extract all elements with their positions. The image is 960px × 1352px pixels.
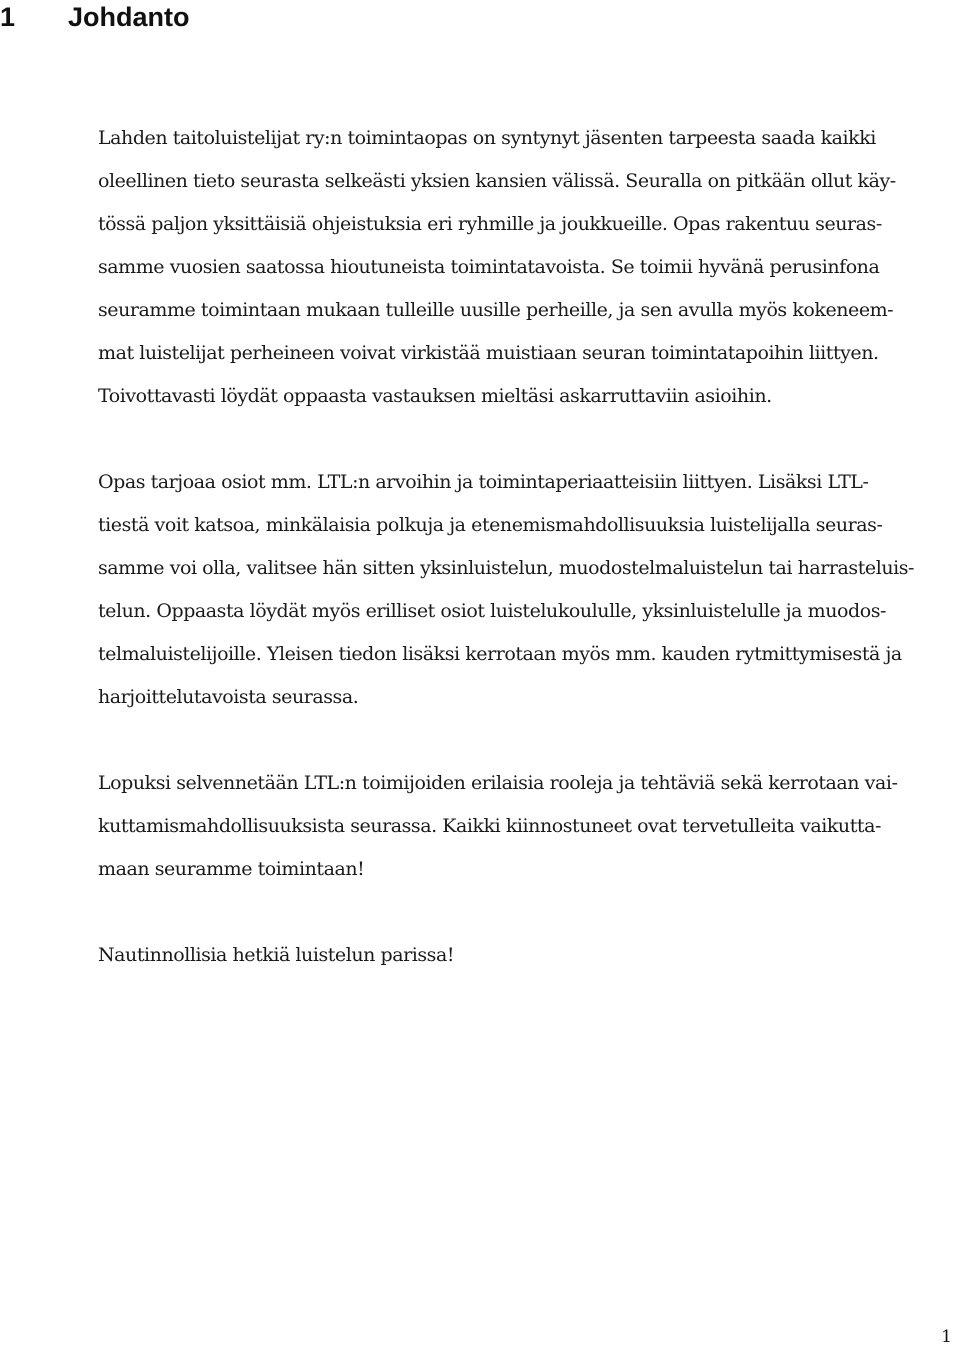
text-line: oleellinen tieto seurasta selkeästi yksien kansien välissä. Seuralla on pitkään ollut käy- (98, 170, 896, 192)
text-line: Nautinnollisia hetkiä luistelun parissa! (98, 944, 455, 966)
text-line: kuttamismahdollisuuksista seurassa. Kaikki kiinnostuneet ovat tervetulleita vaikutta- (98, 815, 881, 837)
paragraph-gap (98, 719, 924, 762)
text-line: telmaluistelijoille. Yleisen tiedon lisäksi kerrotaan myös mm. kauden rytmittymisestä ja (98, 643, 902, 665)
paragraph (98, 762, 924, 891)
text-line: Toivottavasti löydät oppaasta vastauksen mieltäsi askarruttaviin asioihin. (98, 385, 772, 407)
paragraph (98, 461, 924, 719)
section-heading (0, 0, 190, 34)
text-line: Lahden taitoluistelijat ry:n toimintaopas on syntynyt jäsenten tarpeesta saada kaikki (98, 127, 876, 149)
paragraph-gap (98, 418, 924, 461)
paragraph (98, 117, 924, 418)
text-line: Lopuksi selvennetään LTL:n toimijoiden erilaisia rooleja ja tehtäviä sekä kerrotaan vai- (98, 772, 898, 794)
section-number: 1 (0, 2, 16, 32)
section-title: Johdanto (68, 2, 190, 32)
text-line: telun. Oppaasta löydät myös erilliset osiot luistelukoululle, yksinluistelulle ja muodos- (98, 600, 886, 622)
text-line: mat luistelijat perheineen voivat virkistää muistiaan seuran toimintatapoihin liittyen. (98, 342, 879, 364)
text-line: samme voi olla, valitsee hän sitten yksinluistelun, muodostelmaluistelun tai harrasteluis- (98, 557, 915, 579)
text-line: seuramme toimintaan mukaan tulleille uusille perheille, ja sen avulla myös kokeneem- (98, 299, 894, 321)
text-line: tössä paljon yksittäisiä ohjeistuksia eri ryhmille ja joukkueille. Opas rakentuu seuras- (98, 213, 882, 235)
text-line: samme vuosien saatossa hioutuneista toimintatavoista. Se toimii hyvänä perusinfona (98, 256, 880, 278)
paragraph (98, 934, 924, 977)
page-number: 1 (941, 1327, 952, 1347)
text-line: harjoittelutavoista seurassa. (98, 686, 359, 708)
text-line: Opas tarjoaa osiot mm. LTL:n arvoihin ja toimintaperiaatteisiin liittyen. Lisäksi LTL- (98, 471, 869, 493)
text-line: maan seuramme toimintaan! (98, 858, 365, 880)
paragraph-gap (98, 891, 924, 934)
text-line: tiestä voit katsoa, minkälaisia polkuja ja etenemismahdollisuuksia luistelijalla seuras- (98, 514, 883, 536)
document-body (98, 117, 924, 977)
